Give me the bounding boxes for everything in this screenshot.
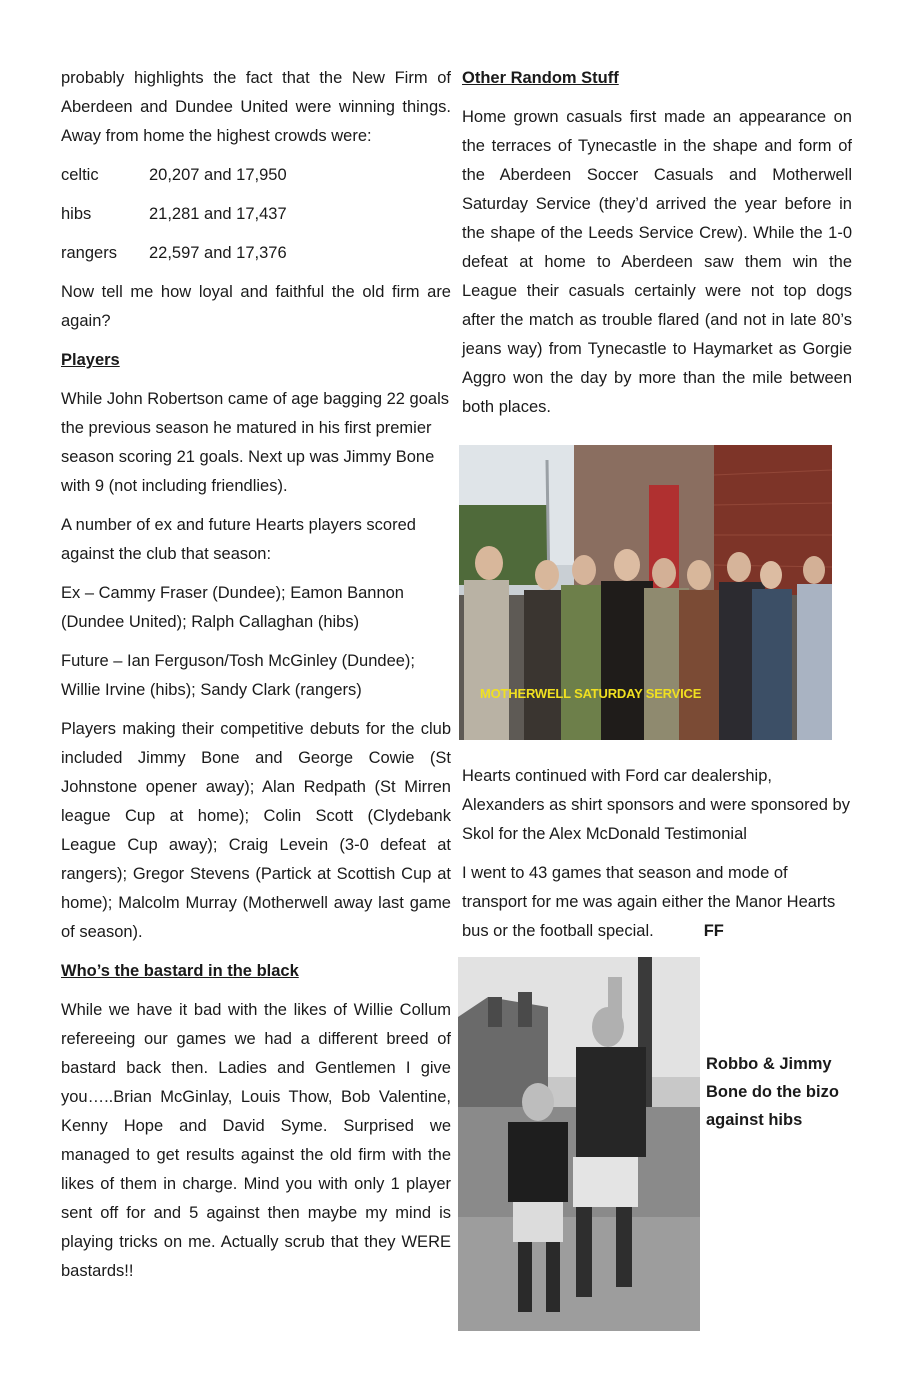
crowd-figures: 21,281 and 17,437	[149, 205, 287, 223]
crowd-club: hibs	[61, 205, 92, 223]
sponsors-paragraph: Hearts continued with Ford car dealership, Alexanders as shirt sponsors and were sponsored by Skol for the Alex McDonald Testimonial	[462, 767, 850, 843]
crowd-row	[61, 200, 451, 229]
players-paragraph: While John Robertson came of age bagging 22 goals the previous season he matured in his first premier season scoring 21 goals. Next up was Jimmy Bone with 9 (not including friendlies).	[61, 390, 449, 495]
crowd-club: rangers	[61, 244, 117, 262]
players-ex-intro: A number of ex and future Hearts players scored against the club that season:	[61, 516, 416, 563]
left-column	[61, 64, 451, 1296]
players-heading: Players	[61, 351, 120, 369]
right-lower-column	[462, 762, 852, 956]
photo-caption: MOTHERWELL SATURDAY SERVICE	[480, 686, 702, 701]
random-heading: Other Random Stuff	[462, 69, 619, 87]
intro-paragraph: probably highlights the fact that the New Firm of Aberdeen and Dundee United were winning things. Away from home the highest crowds were:	[61, 69, 451, 145]
loyal-paragraph: Now tell me how loyal and faithful the old firm are again?	[61, 283, 451, 330]
games-paragraph	[462, 859, 852, 946]
referee-paragraph: While we have it bad with the likes of Willie Collum refereeing our games we had a different breed of bastard back then. Ladies and Gentlemen I give you…..Brian McGinlay, Louis Thow, Bob Valentine, Kenny Hope and David Syme. Surprised we managed to get results against the old firm with the likes of them in charge. Mind you with only 1 player sent off for and 5 against then maybe my mind is playing tricks on me. Actually scrub that they WERE bastards!!	[61, 1001, 451, 1280]
crowd-figures: 20,207 and 17,950	[149, 166, 287, 184]
robbo-bone-photo	[458, 957, 700, 1331]
crowd-row	[61, 239, 451, 268]
right-column	[462, 64, 852, 432]
crowd-row	[61, 161, 451, 190]
photo-caption: Robbo & Jimmy Bone do the bizo against hibs	[706, 1055, 839, 1129]
random-paragraph: Home grown casuals first made an appearance on the terraces of Tynecastle in the shape and form of the Aberdeen Soccer Casuals and Motherwell Saturday Service (they’d arrived the year before in the shape of the Leeds Service Crew). While the 1-0 defeat at home to Aberdeen saw them win the League their casuals certainly were not top dogs after the match as trouble flared (and not in late 80’s jeans way) from Tynecastle to Haymarket as Gorgie Aggro won the day by more than the mile between both places.	[462, 108, 852, 416]
signature: FF	[703, 922, 724, 940]
crowd-club: celtic	[61, 166, 99, 184]
crowd-figures: 22,597 and 17,376	[149, 244, 287, 262]
games-text: I went to 43 games that season and mode of transport for me was again either the Manor Hearts bus or the football special.	[462, 864, 836, 940]
players-debuts: Players making their competitive debuts for the club included Jimmy Bone and George Cowie (St Johnstone opener away); Alan Redpath (St Mirren league Cup at home); Colin Scott (Clydebank League Cup away); Craig Levein (3-0 defeat at rangers); Gregor Stevens (Partick at Scottish Cup at home); Malcolm Murray (Motherwell away last game of season).	[61, 720, 451, 941]
players-ex: Ex – Cammy Fraser (Dundee); Eamon Bannon (Dundee United); Ralph Callaghan (hibs)	[61, 584, 404, 631]
players-future: Future – Ian Ferguson/Tosh McGinley (Dundee); Willie Irvine (hibs); Sandy Clark (rangers)	[61, 652, 416, 699]
referee-heading: Who’s the bastard in the black	[61, 962, 299, 980]
